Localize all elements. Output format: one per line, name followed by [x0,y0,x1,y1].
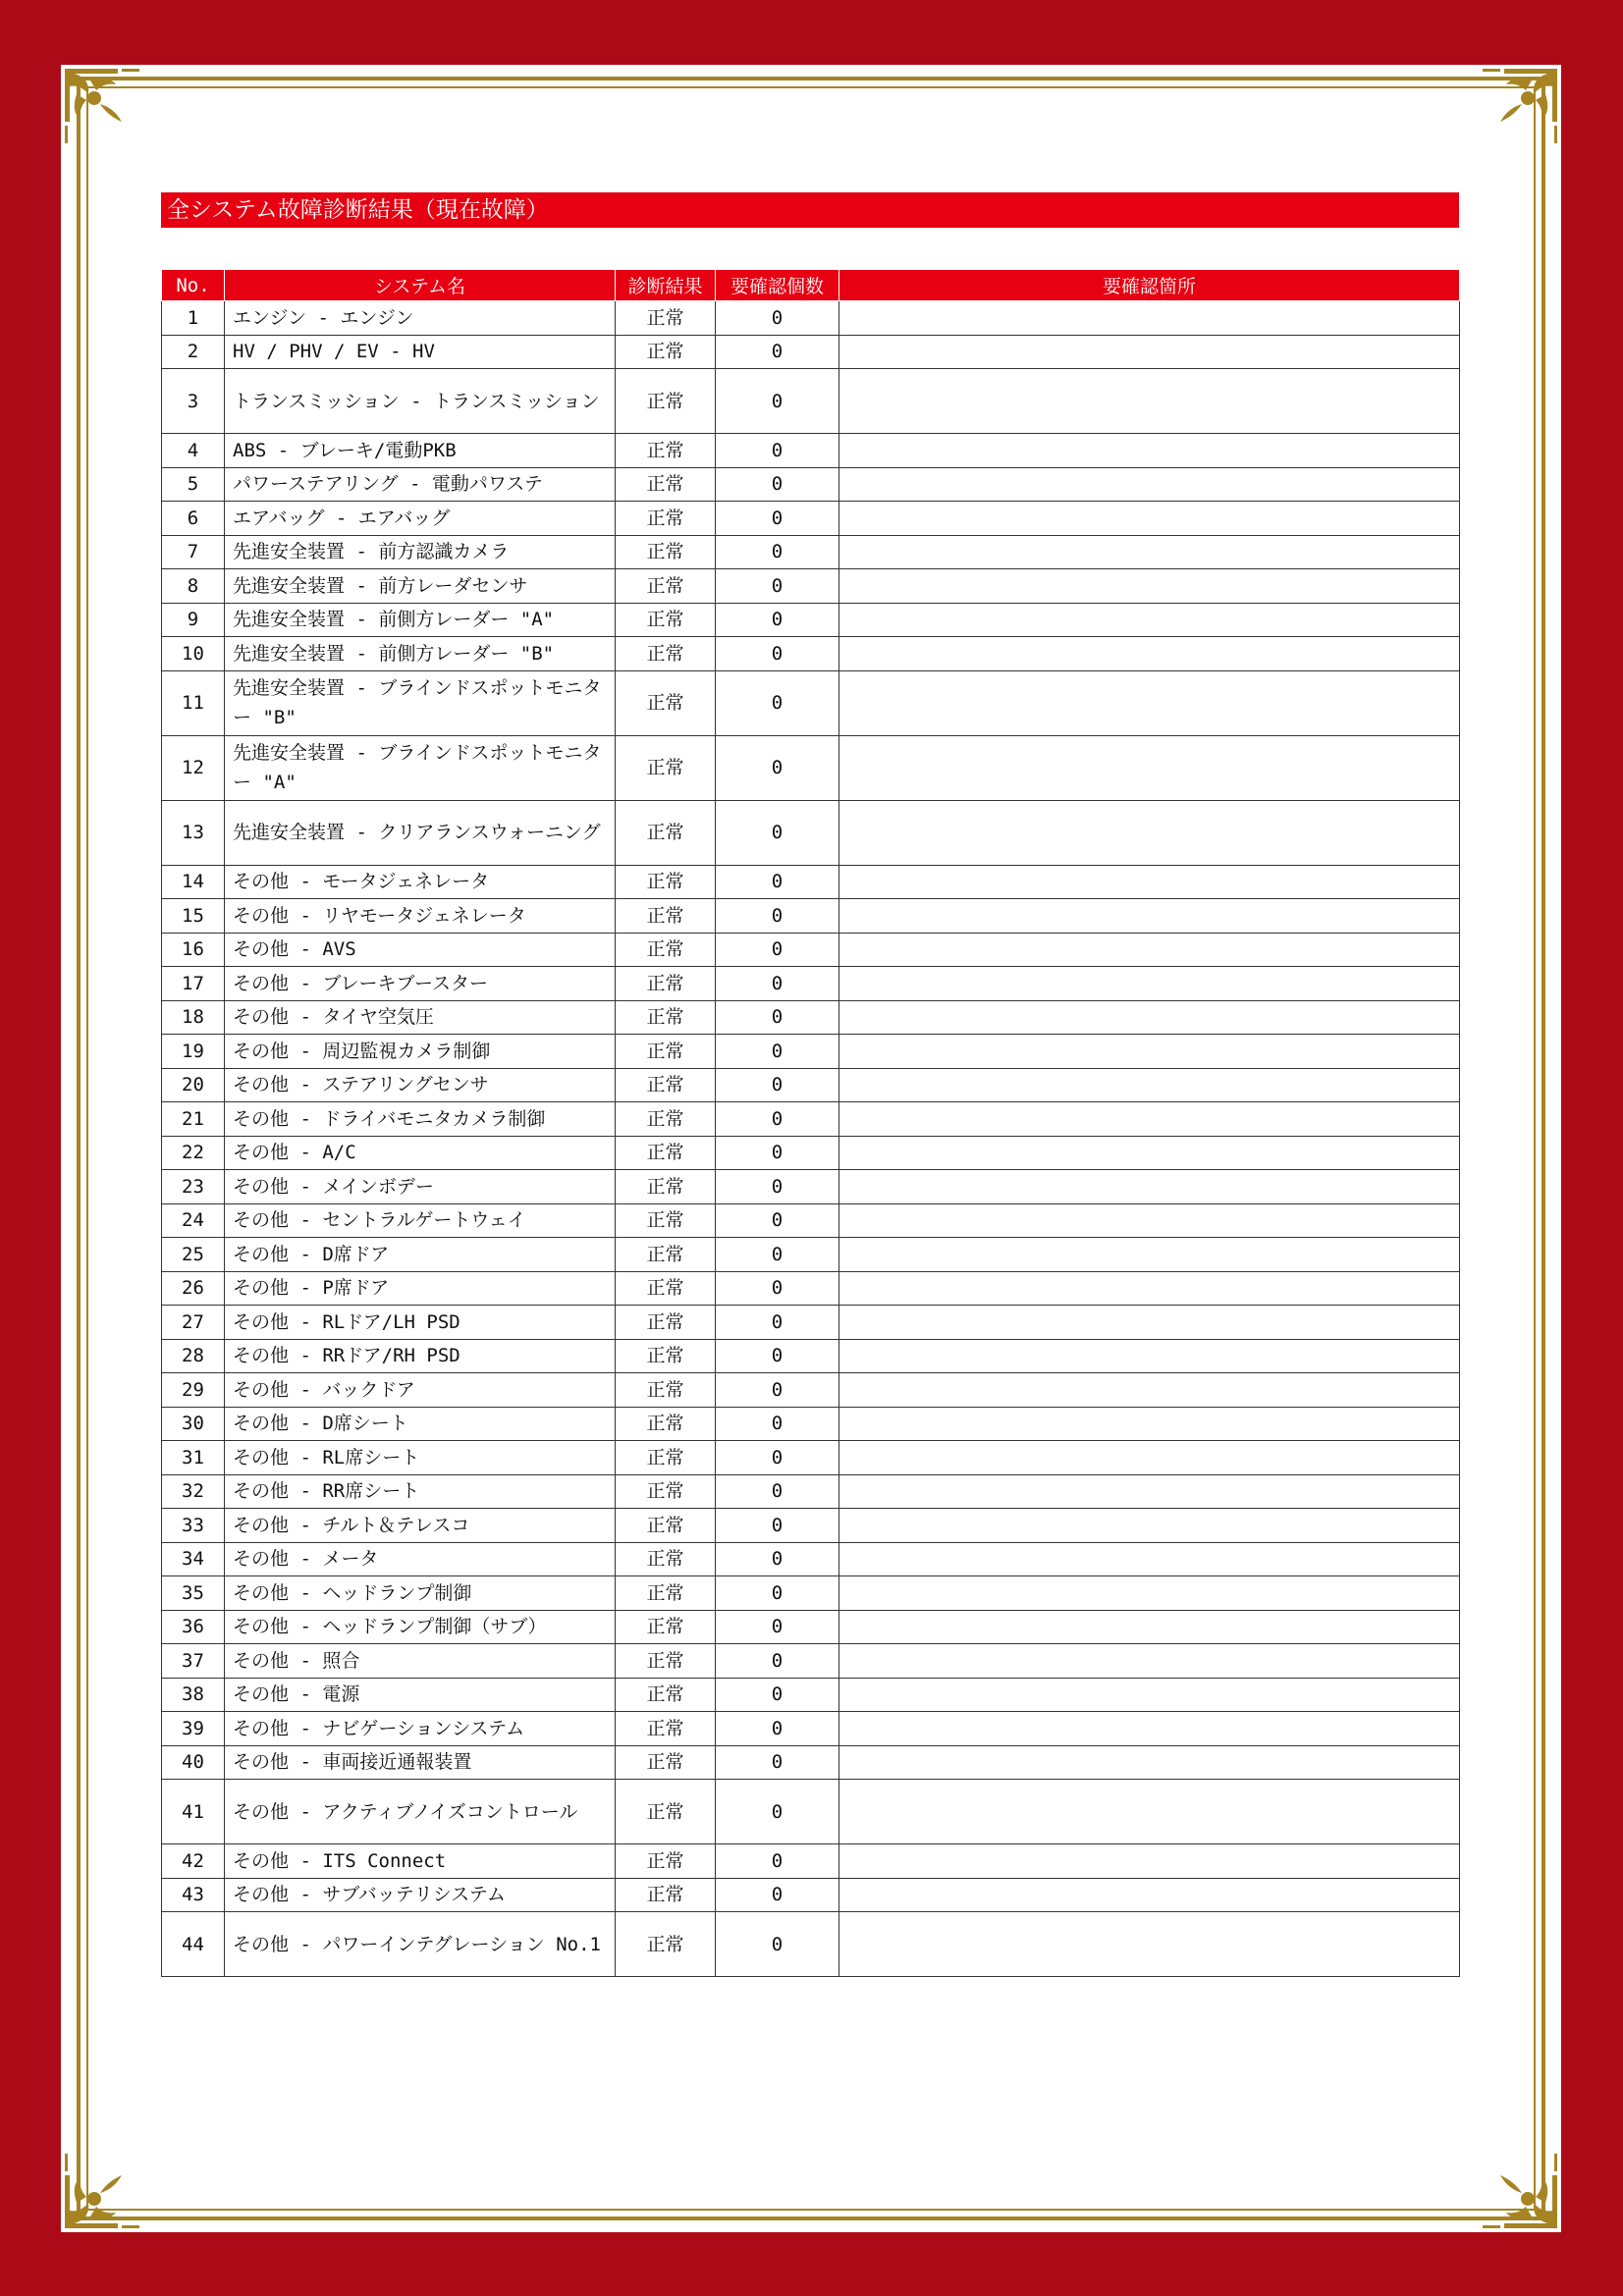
row-no: 36 [162,1610,225,1644]
row-system-name: HV / PHV / EV - HV [225,335,616,369]
row-system-name: その他 - セントラルゲートウェイ [225,1203,616,1238]
row-no: 43 [162,1878,225,1912]
row-no: 27 [162,1306,225,1340]
row-result: 正常 [616,1035,716,1069]
row-no: 37 [162,1644,225,1679]
row-no: 10 [162,637,225,671]
row-count: 0 [716,800,839,865]
row-no: 6 [162,502,225,536]
table-row [162,1102,1460,1137]
row-no: 5 [162,467,225,502]
table-row [162,637,1460,671]
row-count: 0 [716,502,839,536]
row-system-name: その他 - ドライバモニタカメラ制御 [225,1102,616,1137]
row-system-name: その他 - D席ドア [225,1238,616,1272]
row-location [839,1912,1460,1977]
ornament-corner-icon [61,2138,155,2232]
row-count: 0 [716,1373,839,1408]
table-row [162,1745,1460,1780]
row-location [839,1238,1460,1272]
row-no: 1 [162,301,225,336]
report-title: 全システム故障診断結果（現在故障） [161,192,1459,228]
table-row [162,670,1460,735]
row-result: 正常 [616,1576,716,1611]
row-system-name: その他 - ヘッドランプ制御（サブ） [225,1610,616,1644]
row-system-name: その他 - チルト＆テレスコ [225,1509,616,1543]
row-result: 正常 [616,1542,716,1576]
row-result: 正常 [616,1339,716,1373]
header-result: 診断結果 [616,270,716,301]
row-count: 0 [716,1203,839,1238]
row-no: 42 [162,1844,225,1879]
row-location [839,335,1460,369]
row-system-name: 先進安全装置 - クリアランスウォーニング [225,800,616,865]
row-system-name: その他 - ナビゲーションシステム [225,1712,616,1746]
table-row [162,933,1460,967]
table-row [162,1712,1460,1746]
table-row [162,1203,1460,1238]
row-system-name: トランスミッション - トランスミッション [225,369,616,434]
row-location [839,301,1460,336]
row-system-name: その他 - ブレーキブースター [225,967,616,1001]
row-location [839,1542,1460,1576]
header-location: 要確認箇所 [839,270,1460,301]
row-no: 22 [162,1136,225,1170]
row-system-name: その他 - パワーインテグレーション No.1 [225,1912,616,1977]
row-count: 0 [716,1644,839,1679]
row-location [839,637,1460,671]
table-row [162,467,1460,502]
row-result: 正常 [616,1271,716,1306]
row-system-name: 先進安全装置 - ブラインドスポットモニター "A" [225,735,616,800]
table-row [162,1271,1460,1306]
row-count: 0 [716,1712,839,1746]
row-count: 0 [716,1238,839,1272]
row-location [839,467,1460,502]
row-location [839,933,1460,967]
row-location [839,1170,1460,1204]
row-system-name: その他 - メータ [225,1542,616,1576]
row-count: 0 [716,1844,839,1879]
row-result: 正常 [616,1745,716,1780]
row-count: 0 [716,967,839,1001]
table-row [162,301,1460,336]
row-count: 0 [716,1102,839,1137]
row-count: 0 [716,1441,839,1475]
row-no: 16 [162,933,225,967]
row-result: 正常 [616,1136,716,1170]
row-location [839,1474,1460,1509]
row-count: 0 [716,1576,839,1611]
row-no: 4 [162,434,225,468]
row-system-name: その他 - タイヤ空気圧 [225,1000,616,1035]
row-system-name: その他 - RLドア/LH PSD [225,1306,616,1340]
row-count: 0 [716,1170,839,1204]
row-location [839,1000,1460,1035]
row-count: 0 [716,434,839,468]
row-result: 正常 [616,1678,716,1712]
row-no: 3 [162,369,225,434]
row-no: 9 [162,603,225,637]
table-row [162,1509,1460,1543]
row-result: 正常 [616,1844,716,1879]
row-count: 0 [716,369,839,434]
row-result: 正常 [616,502,716,536]
row-no: 19 [162,1035,225,1069]
table-row [162,800,1460,865]
row-location [839,1339,1460,1373]
row-result: 正常 [616,1407,716,1441]
row-result: 正常 [616,1068,716,1102]
row-location [839,603,1460,637]
table-row [162,1407,1460,1441]
row-count: 0 [716,1271,839,1306]
row-system-name: その他 - 周辺監視カメラ制御 [225,1035,616,1069]
row-result: 正常 [616,1912,716,1977]
row-location [839,1441,1460,1475]
row-location [839,369,1460,434]
row-location [839,735,1460,800]
table-row [162,1238,1460,1272]
row-system-name: その他 - ステアリングセンサ [225,1068,616,1102]
row-result: 正常 [616,1170,716,1204]
row-system-name: パワーステアリング - 電動パワステ [225,467,616,502]
row-count: 0 [716,865,839,899]
row-system-name: その他 - ヘッドランプ制御 [225,1576,616,1611]
row-no: 34 [162,1542,225,1576]
row-system-name: その他 - アクティブノイズコントロール [225,1780,616,1844]
row-no: 32 [162,1474,225,1509]
row-system-name: エアバッグ - エアバッグ [225,502,616,536]
table-row [162,1373,1460,1408]
row-no: 44 [162,1912,225,1977]
row-result: 正常 [616,933,716,967]
row-location [839,865,1460,899]
row-result: 正常 [616,1610,716,1644]
row-result: 正常 [616,301,716,336]
row-count: 0 [716,535,839,569]
row-location [839,1644,1460,1679]
row-no: 20 [162,1068,225,1102]
row-system-name: その他 - RR席シート [225,1474,616,1509]
row-result: 正常 [616,1306,716,1340]
table-row [162,1306,1460,1340]
row-system-name: その他 - 電源 [225,1678,616,1712]
row-count: 0 [716,637,839,671]
row-no: 40 [162,1745,225,1780]
row-result: 正常 [616,369,716,434]
row-system-name: その他 - AVS [225,933,616,967]
row-result: 正常 [616,800,716,865]
row-system-name: その他 - RL席シート [225,1441,616,1475]
row-location [839,1844,1460,1879]
row-result: 正常 [616,335,716,369]
row-result: 正常 [616,467,716,502]
row-no: 17 [162,967,225,1001]
row-count: 0 [716,1678,839,1712]
row-count: 0 [716,1407,839,1441]
row-no: 35 [162,1576,225,1611]
ornament-corner-icon [1467,65,1561,159]
row-count: 0 [716,670,839,735]
diagnosis-table [161,269,1460,1977]
row-system-name: ABS - ブレーキ/電動PKB [225,434,616,468]
row-no: 18 [162,1000,225,1035]
row-no: 14 [162,865,225,899]
row-no: 8 [162,569,225,604]
row-system-name: その他 - モータジェネレータ [225,865,616,899]
row-location [839,1878,1460,1912]
row-result: 正常 [616,1203,716,1238]
row-system-name: その他 - 照合 [225,1644,616,1679]
row-no: 11 [162,670,225,735]
table-row [162,603,1460,637]
row-system-name: その他 - リヤモータジェネレータ [225,899,616,934]
row-system-name: その他 - サブバッテリシステム [225,1878,616,1912]
row-location [839,535,1460,569]
row-count: 0 [716,933,839,967]
row-result: 正常 [616,1509,716,1543]
row-count: 0 [716,1136,839,1170]
table-row [162,434,1460,468]
row-location [839,1271,1460,1306]
row-no: 23 [162,1170,225,1204]
table-row [162,1170,1460,1204]
row-result: 正常 [616,1474,716,1509]
header-no: No. [162,270,225,301]
row-count: 0 [716,1912,839,1977]
row-count: 0 [716,1339,839,1373]
row-location [839,1780,1460,1844]
row-result: 正常 [616,535,716,569]
row-location [839,1745,1460,1780]
row-system-name: その他 - メインボデー [225,1170,616,1204]
row-count: 0 [716,899,839,934]
row-count: 0 [716,569,839,604]
table-row [162,1912,1460,1977]
table-row [162,1844,1460,1879]
row-no: 38 [162,1678,225,1712]
row-result: 正常 [616,865,716,899]
row-location [839,434,1460,468]
row-no: 26 [162,1271,225,1306]
table-row [162,1068,1460,1102]
row-location [839,1035,1460,1069]
row-result: 正常 [616,735,716,800]
row-system-name: 先進安全装置 - 前側方レーダー "B" [225,637,616,671]
row-no: 39 [162,1712,225,1746]
row-no: 12 [162,735,225,800]
row-location [839,967,1460,1001]
row-count: 0 [716,1000,839,1035]
row-result: 正常 [616,1102,716,1137]
row-location [839,1509,1460,1543]
row-count: 0 [716,1306,839,1340]
row-no: 15 [162,899,225,934]
row-no: 2 [162,335,225,369]
row-result: 正常 [616,1878,716,1912]
report-page [61,65,1561,2232]
table-row [162,1474,1460,1509]
table-row [162,1678,1460,1712]
row-count: 0 [716,1878,839,1912]
row-system-name: その他 - ITS Connect [225,1844,616,1879]
table-row [162,535,1460,569]
ornament-corner-icon [61,65,155,159]
row-system-name: 先進安全装置 - ブラインドスポットモニター "B" [225,670,616,735]
row-count: 0 [716,1509,839,1543]
row-result: 正常 [616,637,716,671]
row-location [839,1373,1460,1408]
row-count: 0 [716,301,839,336]
row-result: 正常 [616,1712,716,1746]
row-no: 13 [162,800,225,865]
row-result: 正常 [616,967,716,1001]
row-system-name: その他 - RRドア/RH PSD [225,1339,616,1373]
table-row [162,569,1460,604]
row-result: 正常 [616,670,716,735]
row-count: 0 [716,1610,839,1644]
row-location [839,1678,1460,1712]
table-row [162,502,1460,536]
row-location [839,670,1460,735]
table-row [162,1780,1460,1844]
row-location [839,1610,1460,1644]
row-count: 0 [716,1745,839,1780]
table-row [162,1136,1460,1170]
table-row [162,735,1460,800]
table-row [162,1441,1460,1475]
row-result: 正常 [616,603,716,637]
table-row [162,899,1460,934]
table-row [162,1035,1460,1069]
row-system-name: エンジン - エンジン [225,301,616,336]
row-result: 正常 [616,1373,716,1408]
row-result: 正常 [616,1780,716,1844]
row-location [839,1576,1460,1611]
row-location [839,1306,1460,1340]
table-row [162,369,1460,434]
row-system-name: その他 - A/C [225,1136,616,1170]
row-system-name: その他 - 車両接近通報装置 [225,1745,616,1780]
row-no: 29 [162,1373,225,1408]
row-no: 41 [162,1780,225,1844]
row-count: 0 [716,467,839,502]
table-row [162,967,1460,1001]
table-row [162,1000,1460,1035]
row-result: 正常 [616,1441,716,1475]
row-result: 正常 [616,1644,716,1679]
row-location [839,1102,1460,1137]
row-system-name: 先進安全装置 - 前側方レーダー "A" [225,603,616,637]
row-system-name: 先進安全装置 - 前方認識カメラ [225,535,616,569]
row-location [839,800,1460,865]
table-row [162,1542,1460,1576]
header-system-name: システム名 [225,270,616,301]
row-system-name: その他 - バックドア [225,1373,616,1408]
row-result: 正常 [616,1238,716,1272]
row-count: 0 [716,1035,839,1069]
row-system-name: 先進安全装置 - 前方レーダセンサ [225,569,616,604]
row-count: 0 [716,603,839,637]
row-system-name: その他 - P席ドア [225,1271,616,1306]
row-count: 0 [716,1780,839,1844]
row-no: 30 [162,1407,225,1441]
row-no: 7 [162,535,225,569]
row-location [839,899,1460,934]
row-no: 24 [162,1203,225,1238]
header-count: 要確認個数 [716,270,839,301]
row-result: 正常 [616,569,716,604]
row-no: 21 [162,1102,225,1137]
row-location [839,1068,1460,1102]
row-count: 0 [716,735,839,800]
table-row [162,1576,1460,1611]
row-result: 正常 [616,899,716,934]
row-location [839,1203,1460,1238]
table-header-row [162,270,1460,301]
row-no: 28 [162,1339,225,1373]
row-location [839,1712,1460,1746]
row-location [839,502,1460,536]
table-row [162,1610,1460,1644]
row-location [839,1136,1460,1170]
table-row [162,1339,1460,1373]
row-count: 0 [716,335,839,369]
row-count: 0 [716,1542,839,1576]
table-row [162,335,1460,369]
row-count: 0 [716,1474,839,1509]
table-row [162,1878,1460,1912]
row-no: 31 [162,1441,225,1475]
row-result: 正常 [616,434,716,468]
ornament-corner-icon [1467,2138,1561,2232]
row-count: 0 [716,1068,839,1102]
row-system-name: その他 - D席シート [225,1407,616,1441]
row-location [839,1407,1460,1441]
row-no: 33 [162,1509,225,1543]
row-result: 正常 [616,1000,716,1035]
table-row [162,1644,1460,1679]
row-location [839,569,1460,604]
row-no: 25 [162,1238,225,1272]
table-row [162,865,1460,899]
